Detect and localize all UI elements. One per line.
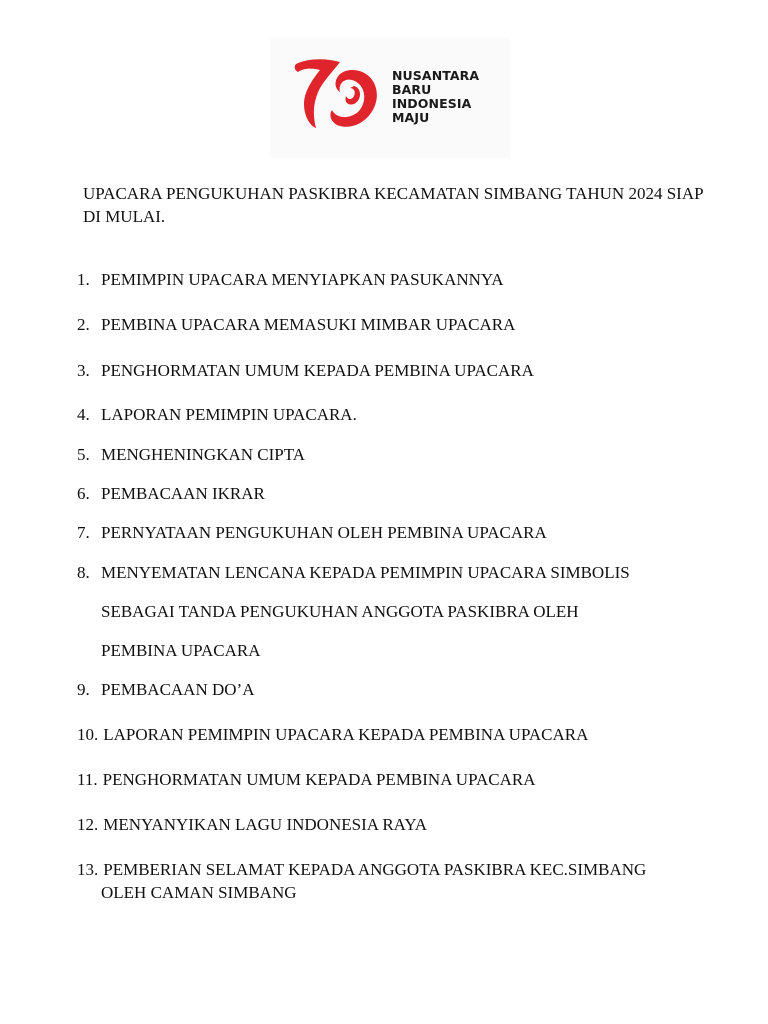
agenda-item-number: 9. <box>77 680 90 699</box>
agenda-item-text: MENYANYIKAN LAGU INDONESIA RAYA <box>103 815 428 834</box>
agenda-item-text: MENYEMATAN LENCANA KEPADA PEMIMPIN UPACARA SIMBOLIS <box>101 563 630 582</box>
agenda-item-text: PEMBACAAN IKRAR <box>101 484 265 503</box>
agenda-item-text: PEMBACAAN DO’A <box>101 680 255 699</box>
agenda-item <box>77 405 737 425</box>
agenda-item-text: LAPORAN PEMIMPIN UPACARA KEPADA PEMBINA UPACARA <box>103 725 589 744</box>
agenda-item-number: 5. <box>77 445 90 464</box>
agenda-item-number: 10. <box>77 725 99 744</box>
agenda-item-number: 4. <box>77 405 90 424</box>
agenda-item <box>77 725 737 745</box>
agenda-item-text: LAPORAN PEMIMPIN UPACARA. <box>101 405 357 424</box>
agenda-item-number: 7. <box>77 523 90 542</box>
agenda-item-text: PENGHORMATAN UMUM KEPADA PEMBINA UPACARA <box>102 770 536 789</box>
agenda-item <box>77 361 737 381</box>
agenda-item <box>77 770 737 790</box>
agenda-item <box>77 680 737 700</box>
agenda-item-text: PEMBINA UPACARA <box>101 641 261 660</box>
logo-line: BARU <box>392 82 432 97</box>
intro-paragraph: UPACARA PENGUKUHAN PASKIBRA KECAMATAN SIMBANG TAHUN 2024 SIAP DI MULAI. <box>83 184 703 226</box>
agenda-item-text: PERNYATAAN PENGUKUHAN OLEH PEMBINA UPACARA <box>101 523 547 542</box>
agenda-item-text: MENGHENINGKAN CIPTA <box>101 445 306 464</box>
agenda-item <box>77 445 737 465</box>
agenda-item-number: 6. <box>77 484 90 503</box>
agenda-item <box>77 270 737 290</box>
agenda-item <box>77 523 737 543</box>
logo-line: INDONESIA <box>392 96 472 111</box>
logo-wordmark <box>392 69 479 125</box>
agenda-item-number: 2. <box>77 315 90 334</box>
logo-line: MAJU <box>392 110 430 125</box>
agenda-item-text: PEMBINA UPACARA MEMASUKI MIMBAR UPACARA <box>101 315 516 334</box>
agenda-item-text: SEBAGAI TANDA PENGUKUHAN ANGGOTA PASKIBRA OLEH <box>101 602 579 621</box>
agenda-item-number: 8. <box>77 563 90 582</box>
logo-line: NUSANTARA <box>392 68 480 83</box>
agenda-item <box>77 815 737 835</box>
agenda-item <box>77 860 737 902</box>
agenda-item-number: 11. <box>77 770 98 789</box>
agenda-item-number: 1. <box>77 270 90 289</box>
agenda-item <box>77 315 737 335</box>
agenda-item-number: 12. <box>77 815 99 834</box>
agenda-item-text: PENGHORMATAN UMUM KEPADA PEMBINA UPACARA <box>101 361 534 380</box>
agenda-item-number: 13. <box>77 860 99 879</box>
agenda-item-number: 3. <box>77 361 90 380</box>
seventy-emblem-icon <box>290 56 382 136</box>
agenda-item <box>77 484 737 504</box>
agenda-item <box>77 563 737 660</box>
agenda-item-text: OLEH CAMAN SIMBANG <box>101 883 297 902</box>
anniversary-logo <box>270 38 510 158</box>
agenda-item-text: PEMIMPIN UPACARA MENYIAPKAN PASUKANNYA <box>101 270 504 289</box>
agenda-item-text: PEMBERIAN SELAMAT KEPADA ANGGOTA PASKIBRA KEC.SIMBANG <box>103 860 647 879</box>
